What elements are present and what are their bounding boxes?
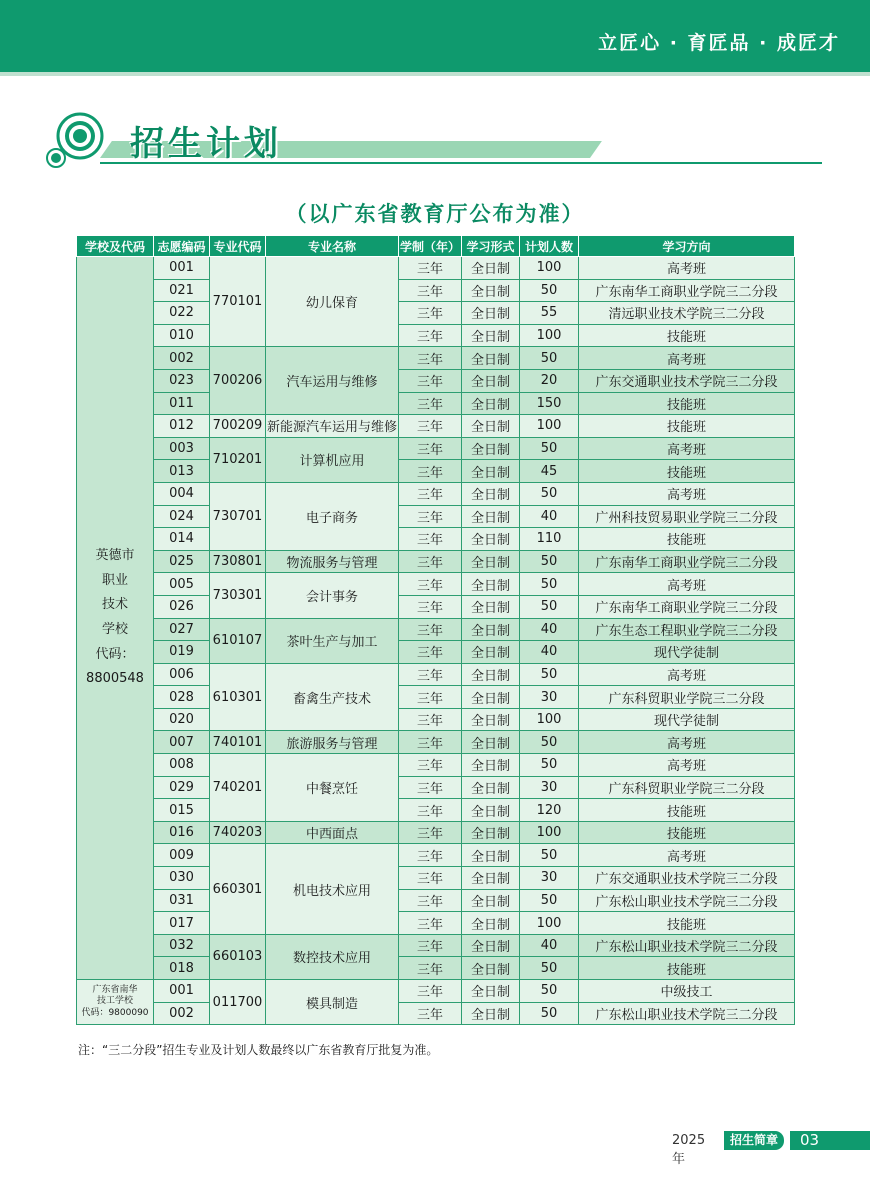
volunteer-code-cell: 001 bbox=[154, 980, 210, 1003]
plan-count-cell: 50 bbox=[520, 844, 579, 867]
direction-cell: 现代学徒制 bbox=[579, 641, 795, 664]
school-cell bbox=[77, 980, 154, 1025]
direction-cell: 广东南华工商职业学院三二分段 bbox=[579, 279, 795, 302]
direction-cell: 高考班 bbox=[579, 754, 795, 777]
plan-count-cell: 50 bbox=[520, 957, 579, 980]
table-row bbox=[77, 957, 795, 980]
plan-count-cell: 50 bbox=[520, 1002, 579, 1025]
table-row bbox=[77, 437, 795, 460]
major-code-cell: 730301 bbox=[210, 573, 266, 618]
plan-count-cell: 100 bbox=[520, 821, 579, 844]
direction-cell: 广东南华工商职业学院三二分段 bbox=[579, 595, 795, 618]
duration-cell: 三年 bbox=[399, 731, 462, 754]
column-header: 学习形式 bbox=[462, 236, 520, 257]
duration-cell: 三年 bbox=[399, 415, 462, 438]
duration-cell: 三年 bbox=[399, 980, 462, 1003]
direction-cell: 技能班 bbox=[579, 912, 795, 935]
table-row bbox=[77, 392, 795, 415]
volunteer-code-cell: 014 bbox=[154, 528, 210, 551]
direction-cell: 广东科贸职业学院三二分段 bbox=[579, 686, 795, 709]
circle-logo-icon bbox=[44, 112, 108, 170]
direction-cell: 广东南华工商职业学院三二分段 bbox=[579, 550, 795, 573]
table-row bbox=[77, 347, 795, 370]
major-code-cell: 700206 bbox=[210, 347, 266, 415]
table-row bbox=[77, 731, 795, 754]
page-number: 03 bbox=[800, 1131, 820, 1149]
plan-count-cell: 40 bbox=[520, 641, 579, 664]
table-row bbox=[77, 708, 795, 731]
duration-cell: 三年 bbox=[399, 618, 462, 641]
direction-cell: 广州科技贸易职业学院三二分段 bbox=[579, 505, 795, 528]
duration-cell: 三年 bbox=[399, 776, 462, 799]
school-text: 技术 bbox=[101, 597, 128, 613]
plan-count-cell: 45 bbox=[520, 460, 579, 483]
volunteer-code-cell: 013 bbox=[154, 460, 210, 483]
volunteer-code-cell: 031 bbox=[154, 889, 210, 912]
major-name-cell: 中西面点 bbox=[266, 821, 399, 844]
table-row bbox=[77, 799, 795, 822]
table-row bbox=[77, 1002, 795, 1025]
study-mode-cell: 全日制 bbox=[462, 528, 520, 551]
direction-cell: 技能班 bbox=[579, 799, 795, 822]
study-mode-cell: 全日制 bbox=[462, 505, 520, 528]
study-mode-cell: 全日制 bbox=[462, 731, 520, 754]
plan-count-cell: 50 bbox=[520, 754, 579, 777]
study-mode-cell: 全日制 bbox=[462, 980, 520, 1003]
study-mode-cell: 全日制 bbox=[462, 821, 520, 844]
volunteer-code-cell: 028 bbox=[154, 686, 210, 709]
table-row bbox=[77, 980, 795, 1003]
plan-count-cell: 40 bbox=[520, 618, 579, 641]
table-row bbox=[77, 550, 795, 573]
direction-cell: 高考班 bbox=[579, 437, 795, 460]
duration-cell: 三年 bbox=[399, 324, 462, 347]
table-row bbox=[77, 279, 795, 302]
volunteer-code-cell: 007 bbox=[154, 731, 210, 754]
study-mode-cell: 全日制 bbox=[462, 437, 520, 460]
study-mode-cell: 全日制 bbox=[462, 912, 520, 935]
school-text: 代码：9800090 bbox=[81, 1007, 149, 1018]
plan-count-cell: 50 bbox=[520, 573, 579, 596]
plan-count-cell: 55 bbox=[520, 302, 579, 325]
plan-count-cell: 30 bbox=[520, 776, 579, 799]
major-code-cell: 740203 bbox=[210, 821, 266, 844]
volunteer-code-cell: 010 bbox=[154, 324, 210, 347]
duration-cell: 三年 bbox=[399, 505, 462, 528]
study-mode-cell: 全日制 bbox=[462, 573, 520, 596]
study-mode-cell: 全日制 bbox=[462, 550, 520, 573]
plan-count-cell: 50 bbox=[520, 889, 579, 912]
footer-badge: 招生简章 bbox=[724, 1131, 784, 1150]
page-subtitle: （以广东省教育厅公布为准） bbox=[285, 202, 585, 226]
direction-cell: 高考班 bbox=[579, 573, 795, 596]
duration-cell: 三年 bbox=[399, 347, 462, 370]
table-row bbox=[77, 934, 795, 957]
direction-cell: 高考班 bbox=[579, 663, 795, 686]
table-row bbox=[77, 844, 795, 867]
plan-count-cell: 50 bbox=[520, 595, 579, 618]
major-name-cell: 物流服务与管理 bbox=[266, 550, 399, 573]
study-mode-cell: 全日制 bbox=[462, 776, 520, 799]
table-row bbox=[77, 912, 795, 935]
volunteer-code-cell: 022 bbox=[154, 302, 210, 325]
major-name-cell: 电子商务 bbox=[266, 482, 399, 550]
plan-count-cell: 50 bbox=[520, 437, 579, 460]
enrollment-table bbox=[76, 235, 795, 1025]
plan-count-cell: 50 bbox=[520, 279, 579, 302]
table-row bbox=[77, 776, 795, 799]
plan-count-cell: 100 bbox=[520, 324, 579, 347]
plan-count-cell: 50 bbox=[520, 663, 579, 686]
major-name-cell: 计算机应用 bbox=[266, 437, 399, 482]
study-mode-cell: 全日制 bbox=[462, 641, 520, 664]
volunteer-code-cell: 024 bbox=[154, 505, 210, 528]
column-header: 专业代码 bbox=[210, 236, 266, 257]
study-mode-cell: 全日制 bbox=[462, 844, 520, 867]
volunteer-code-cell: 016 bbox=[154, 821, 210, 844]
plan-count-cell: 40 bbox=[520, 934, 579, 957]
study-mode-cell: 全日制 bbox=[462, 1002, 520, 1025]
major-code-cell: 610301 bbox=[210, 663, 266, 731]
duration-cell: 三年 bbox=[399, 528, 462, 551]
direction-cell: 中级技工 bbox=[579, 980, 795, 1003]
duration-cell: 三年 bbox=[399, 392, 462, 415]
volunteer-code-cell: 020 bbox=[154, 708, 210, 731]
plan-count-cell: 100 bbox=[520, 912, 579, 935]
volunteer-code-cell: 004 bbox=[154, 482, 210, 505]
major-code-cell: 610107 bbox=[210, 618, 266, 663]
study-mode-cell: 全日制 bbox=[462, 369, 520, 392]
major-name-cell: 汽车运用与维修 bbox=[266, 347, 399, 415]
volunteer-code-cell: 008 bbox=[154, 754, 210, 777]
footer-year: 2025年 bbox=[672, 1133, 706, 1167]
column-header: 学习方向 bbox=[579, 236, 795, 257]
school-text: 代码： bbox=[95, 646, 135, 662]
major-name-cell: 幼儿保育 bbox=[266, 257, 399, 347]
direction-cell: 技能班 bbox=[579, 415, 795, 438]
table-row bbox=[77, 324, 795, 347]
duration-cell: 三年 bbox=[399, 279, 462, 302]
school-text: 8800548 bbox=[86, 671, 144, 687]
duration-cell: 三年 bbox=[399, 460, 462, 483]
table-row bbox=[77, 505, 795, 528]
table-row bbox=[77, 889, 795, 912]
volunteer-code-cell: 012 bbox=[154, 415, 210, 438]
header-edge bbox=[0, 72, 870, 76]
plan-count-cell: 120 bbox=[520, 799, 579, 822]
plan-count-cell: 50 bbox=[520, 731, 579, 754]
major-name-cell: 会计事务 bbox=[266, 573, 399, 618]
duration-cell: 三年 bbox=[399, 369, 462, 392]
direction-cell: 技能班 bbox=[579, 460, 795, 483]
major-name-cell: 畜禽生产技术 bbox=[266, 663, 399, 731]
table-row bbox=[77, 821, 795, 844]
duration-cell: 三年 bbox=[399, 867, 462, 890]
duration-cell: 三年 bbox=[399, 754, 462, 777]
study-mode-cell: 全日制 bbox=[462, 482, 520, 505]
school-cell bbox=[77, 257, 154, 980]
major-name-cell: 机电技术应用 bbox=[266, 844, 399, 934]
column-header: 学校及代码 bbox=[77, 236, 154, 257]
plan-count-cell: 50 bbox=[520, 347, 579, 370]
duration-cell: 三年 bbox=[399, 573, 462, 596]
table-row bbox=[77, 618, 795, 641]
major-name-cell: 茶叶生产与加工 bbox=[266, 618, 399, 663]
study-mode-cell: 全日制 bbox=[462, 347, 520, 370]
direction-cell: 技能班 bbox=[579, 392, 795, 415]
plan-count-cell: 20 bbox=[520, 369, 579, 392]
school-text: 广东省南华 bbox=[92, 985, 138, 996]
study-mode-cell: 全日制 bbox=[462, 279, 520, 302]
volunteer-code-cell: 032 bbox=[154, 934, 210, 957]
plan-count-cell: 30 bbox=[520, 686, 579, 709]
duration-cell: 三年 bbox=[399, 595, 462, 618]
direction-cell: 高考班 bbox=[579, 482, 795, 505]
header-bar bbox=[0, 0, 870, 72]
duration-cell: 三年 bbox=[399, 844, 462, 867]
volunteer-code-cell: 003 bbox=[154, 437, 210, 460]
column-header: 计划人数 bbox=[520, 236, 579, 257]
direction-cell: 广东交通职业技术学院三二分段 bbox=[579, 369, 795, 392]
duration-cell: 三年 bbox=[399, 641, 462, 664]
major-name-cell: 旅游服务与管理 bbox=[266, 731, 399, 754]
volunteer-code-cell: 023 bbox=[154, 369, 210, 392]
volunteer-code-cell: 019 bbox=[154, 641, 210, 664]
column-header: 学制（年） bbox=[399, 236, 462, 257]
table-row bbox=[77, 528, 795, 551]
table-row bbox=[77, 867, 795, 890]
duration-cell: 三年 bbox=[399, 912, 462, 935]
school-text: 学校 bbox=[101, 622, 128, 637]
major-name-cell: 新能源汽车运用与维修 bbox=[266, 415, 399, 438]
major-name-cell: 数控技术应用 bbox=[266, 934, 399, 979]
school-text: 职业 bbox=[101, 572, 128, 588]
study-mode-cell: 全日制 bbox=[462, 302, 520, 325]
volunteer-code-cell: 027 bbox=[154, 618, 210, 641]
volunteer-code-cell: 011 bbox=[154, 392, 210, 415]
column-header: 专业名称 bbox=[266, 236, 399, 257]
volunteer-code-cell: 017 bbox=[154, 912, 210, 935]
volunteer-code-cell: 025 bbox=[154, 550, 210, 573]
direction-cell: 广东松山职业技术学院三二分段 bbox=[579, 889, 795, 912]
volunteer-code-cell: 021 bbox=[154, 279, 210, 302]
study-mode-cell: 全日制 bbox=[462, 889, 520, 912]
volunteer-code-cell: 015 bbox=[154, 799, 210, 822]
major-code-cell: 740201 bbox=[210, 754, 266, 822]
table-row bbox=[77, 573, 795, 596]
table-row bbox=[77, 460, 795, 483]
study-mode-cell: 全日制 bbox=[462, 415, 520, 438]
direction-cell: 现代学徒制 bbox=[579, 708, 795, 731]
table-header-row bbox=[77, 236, 795, 257]
study-mode-cell: 全日制 bbox=[462, 754, 520, 777]
table-row bbox=[77, 754, 795, 777]
major-code-cell: 660301 bbox=[210, 844, 266, 934]
duration-cell: 三年 bbox=[399, 934, 462, 957]
plan-count-cell: 150 bbox=[520, 392, 579, 415]
table-row bbox=[77, 482, 795, 505]
column-header: 志愿编码 bbox=[154, 236, 210, 257]
study-mode-cell: 全日制 bbox=[462, 324, 520, 347]
direction-cell: 高考班 bbox=[579, 731, 795, 754]
duration-cell: 三年 bbox=[399, 821, 462, 844]
table-row bbox=[77, 663, 795, 686]
duration-cell: 三年 bbox=[399, 437, 462, 460]
study-mode-cell: 全日制 bbox=[462, 663, 520, 686]
major-code-cell: 730701 bbox=[210, 482, 266, 550]
direction-cell: 清远职业技术学院三二分段 bbox=[579, 302, 795, 325]
major-code-cell: 011700 bbox=[210, 980, 266, 1025]
table-row bbox=[77, 369, 795, 392]
major-code-cell: 660103 bbox=[210, 934, 266, 979]
school-text: 英德市 bbox=[95, 547, 135, 563]
table-row bbox=[77, 595, 795, 618]
duration-cell: 三年 bbox=[399, 1002, 462, 1025]
duration-cell: 三年 bbox=[399, 257, 462, 280]
duration-cell: 三年 bbox=[399, 957, 462, 980]
volunteer-code-cell: 026 bbox=[154, 595, 210, 618]
direction-cell: 广东科贸职业学院三二分段 bbox=[579, 776, 795, 799]
volunteer-code-cell: 006 bbox=[154, 663, 210, 686]
major-code-cell: 710201 bbox=[210, 437, 266, 482]
volunteer-code-cell: 005 bbox=[154, 573, 210, 596]
major-name-cell: 中餐烹饪 bbox=[266, 754, 399, 822]
major-code-cell: 700209 bbox=[210, 415, 266, 438]
duration-cell: 三年 bbox=[399, 686, 462, 709]
volunteer-code-cell: 001 bbox=[154, 257, 210, 280]
direction-cell: 广东生态工程职业学院三二分段 bbox=[579, 618, 795, 641]
volunteer-code-cell: 030 bbox=[154, 867, 210, 890]
duration-cell: 三年 bbox=[399, 799, 462, 822]
plan-count-cell: 50 bbox=[520, 550, 579, 573]
study-mode-cell: 全日制 bbox=[462, 618, 520, 641]
study-mode-cell: 全日制 bbox=[462, 799, 520, 822]
plan-count-cell: 30 bbox=[520, 867, 579, 890]
study-mode-cell: 全日制 bbox=[462, 934, 520, 957]
study-mode-cell: 全日制 bbox=[462, 867, 520, 890]
study-mode-cell: 全日制 bbox=[462, 392, 520, 415]
duration-cell: 三年 bbox=[399, 889, 462, 912]
duration-cell: 三年 bbox=[399, 663, 462, 686]
direction-cell: 广东交通职业技术学院三二分段 bbox=[579, 867, 795, 890]
duration-cell: 三年 bbox=[399, 708, 462, 731]
duration-cell: 三年 bbox=[399, 302, 462, 325]
plan-count-cell: 100 bbox=[520, 257, 579, 280]
direction-cell: 技能班 bbox=[579, 528, 795, 551]
table-row bbox=[77, 641, 795, 664]
plan-count-cell: 50 bbox=[520, 980, 579, 1003]
direction-cell: 技能班 bbox=[579, 821, 795, 844]
volunteer-code-cell: 002 bbox=[154, 347, 210, 370]
direction-cell: 技能班 bbox=[579, 324, 795, 347]
footnote: 注：“三二分段”招生专业及计划人数最终以广东省教育厅批复为准。 bbox=[78, 1043, 439, 1057]
volunteer-code-cell: 029 bbox=[154, 776, 210, 799]
school-text: 技工学校 bbox=[96, 996, 133, 1007]
direction-cell: 高考班 bbox=[579, 257, 795, 280]
page-title: 招生计划 bbox=[130, 124, 282, 164]
study-mode-cell: 全日制 bbox=[462, 595, 520, 618]
direction-cell: 高考班 bbox=[579, 844, 795, 867]
table-row bbox=[77, 415, 795, 438]
volunteer-code-cell: 018 bbox=[154, 957, 210, 980]
plan-count-cell: 50 bbox=[520, 482, 579, 505]
direction-cell: 技能班 bbox=[579, 957, 795, 980]
volunteer-code-cell: 002 bbox=[154, 1002, 210, 1025]
direction-cell: 高考班 bbox=[579, 347, 795, 370]
volunteer-code-cell: 009 bbox=[154, 844, 210, 867]
plan-count-cell: 110 bbox=[520, 528, 579, 551]
study-mode-cell: 全日制 bbox=[462, 708, 520, 731]
table-row bbox=[77, 257, 795, 280]
duration-cell: 三年 bbox=[399, 482, 462, 505]
plan-count-cell: 100 bbox=[520, 708, 579, 731]
major-code-cell: 730801 bbox=[210, 550, 266, 573]
study-mode-cell: 全日制 bbox=[462, 257, 520, 280]
table-row bbox=[77, 686, 795, 709]
major-code-cell: 770101 bbox=[210, 257, 266, 347]
plan-count-cell: 100 bbox=[520, 415, 579, 438]
study-mode-cell: 全日制 bbox=[462, 686, 520, 709]
major-name-cell: 模具制造 bbox=[266, 980, 399, 1025]
plan-count-cell: 40 bbox=[520, 505, 579, 528]
header-slogan: 立匠心 · 育匠品 · 成匠才 bbox=[598, 32, 840, 54]
study-mode-cell: 全日制 bbox=[462, 957, 520, 980]
table-row bbox=[77, 302, 795, 325]
major-code-cell: 740101 bbox=[210, 731, 266, 754]
direction-cell: 广东松山职业技术学院三二分段 bbox=[579, 1002, 795, 1025]
study-mode-cell: 全日制 bbox=[462, 460, 520, 483]
direction-cell: 广东松山职业技术学院三二分段 bbox=[579, 934, 795, 957]
duration-cell: 三年 bbox=[399, 550, 462, 573]
